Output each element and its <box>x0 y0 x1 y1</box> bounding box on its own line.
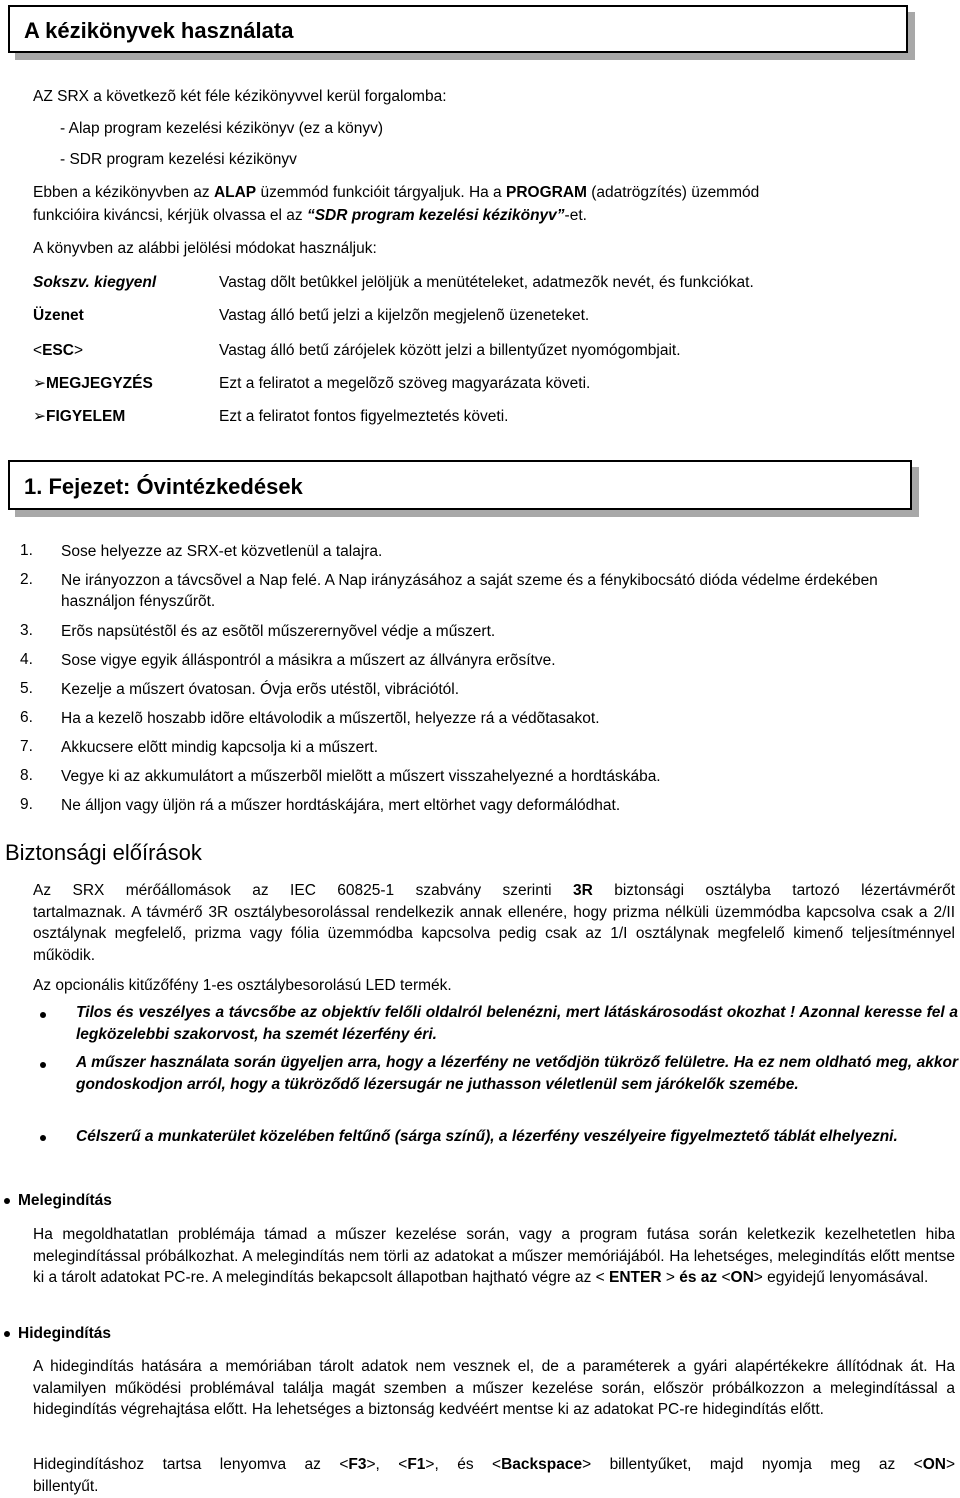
intro-paragraph-line: Ebben a kézikönyvben az ALAP üzemmód funkcióit tárgyaljuk. Ha a PROGRAM (adatrögzítés) üzemmód <box>33 184 760 201</box>
bullet-icon <box>40 1135 46 1141</box>
list-number: 7. <box>20 738 33 755</box>
safety-paragraph: Az SRX mérőállomások az IEC 60825-1 szabvány szerinti 3R biztonsági osztályba tartozó lézertávmérőt tartalmaznak. A távmérő 3R osztálybesorolással rendelkezik annak ellenére, hogy prizma nélküli üzemmódba kapcsolva csak a 2/II osztálynak megfelelő, prizma vagy fólia üzemmódba kapcsolva pedig csak az 1/I osztálynak megfelelő kimenő teljesítménnyel működik. <box>33 882 955 964</box>
list-item: Ne álljon vagy üljön rá a műszer hordtáskájára, mert eltörhet vagy deformálódhat. <box>61 797 621 814</box>
cold-restart-text: A hidegindítás hatására a memóriában tárolt adatok nem vesznek el, de a paraméterek a gyári alapértékekre állítódnak át. Ha valamilyen működési problémával találja magát szemben a műszer kezelése során, először próbálkozzon a melegindítással a hidegindítás végrehajtása előtt. Ha lehetséges a biztonság kedvéért mentse ki az adatokat PC-re hidegindítás előtt. <box>33 1358 955 1418</box>
safety-led-note: Az opcionális kitűzőfény 1-es osztálybesorolású LED termék. <box>33 977 452 994</box>
notation-term: ➢FIGYELEM <box>33 408 126 425</box>
list-number: 4. <box>20 651 33 668</box>
bullet-icon <box>4 1198 10 1204</box>
subsection-title-warm-restart: Melegindítás <box>18 1192 112 1209</box>
notation-intro: A könyvben az alábbi jelölési módokat használjuk: <box>33 240 377 257</box>
section-header-precautions <box>8 460 912 510</box>
intro-item: - Alap program kezelési kézikönyv (ez a könyv) <box>60 120 384 137</box>
list-number: 8. <box>20 767 33 784</box>
notation-desc: Vastag álló betű zárójelek között jelzi a billentyűzet nyomógombjait. <box>219 342 681 359</box>
notation-term: Üzenet <box>33 307 84 324</box>
notation-term: Sokszv. kiegyenl <box>33 274 157 291</box>
notation-term: <ESC> <box>33 342 83 359</box>
list-item: Vegye ki az akkumulátort a műszerbõl mielõtt a műszert visszahelyezné a hordtáskába. <box>61 768 661 785</box>
list-number: 3. <box>20 622 33 639</box>
notation-desc: Ezt a feliratot a megelõzõ szöveg magyarázata követi. <box>219 375 591 392</box>
section-title: 1. Fejezet: Óvintézkedések <box>24 474 303 499</box>
notation-desc: Vastag álló betű jelzi a kijelzõn megjelenõ üzeneteket. <box>219 307 590 324</box>
notation-desc: Vastag dõlt betûkkel jelöljük a menütételeket, adatmezõk nevét, és funkciókat. <box>219 274 754 291</box>
list-item: Ne irányozzon a távcsõvel a Nap felé. A Nap irányzásához a saját szeme és a fénykibocsátó dióda védelme érdekében használjon fényszűrõt. <box>61 572 878 610</box>
cold-restart-keys: Hidegindításhoz tartsa lenyomva az <F3>, <F1>, és <Backspace> billentyűket, majd nyomja meg az <ON> billentyűt. <box>33 1456 955 1495</box>
notation-term: ➢MEGJEGYZÉS <box>33 375 153 392</box>
list-item: Akkucsere elõtt mindig kapcsolja ki a műszert. <box>61 739 379 756</box>
arrowhead-icon: ➢ <box>33 375 46 392</box>
list-number: 6. <box>20 709 33 726</box>
bullet-icon <box>40 1062 46 1068</box>
bullet-icon <box>4 1331 10 1337</box>
list-number: 9. <box>20 796 33 813</box>
notation-desc: Ezt a feliratot fontos figyelmeztetés követi. <box>219 408 509 425</box>
section-title: A kézikönyvek használata <box>24 18 294 43</box>
list-item: Ha a kezelõ hoszabb idõre eltávolodik a műszertõl, helyezze rá a védõtasakot. <box>61 710 600 727</box>
warning-item: A műszer használata során ügyeljen arra, hogy a lézerfény ne vetődjön tükröző felületre. Ha ez nem oldható meg, akkor gondoskodjon arról, hogy a tükröződő lézersugár ne juthasson véletlenül sem járókelők szemébe. <box>76 1054 958 1093</box>
list-item: Erõs napsütéstõl és az esõtõl műszerernyõvel védje a műszert. <box>61 623 496 640</box>
warning-item: Célszerű a munkaterület közelében feltűnő (sárga színű), a lézerfény veszélyeire figyelmeztető táblát elhelyezni. <box>76 1128 898 1145</box>
intro-paragraph-line: funkcióira kiváncsi, kérjük olvassa el az “SDR program kezelési kézikönyv”-et. <box>33 207 587 224</box>
list-number: 1. <box>20 542 33 559</box>
warm-restart-text: Ha megoldhatatlan problémája támad a műszer kezelése során, vagy a program futása során keletkezik kezelhetetlen hiba melegindítással próbálkozhat. A melegindítás nem törli az adatokat a műszer memóriájából. Ha lehetséges, melegindítás előtt mentse ki a tárolt adatokat PC-re. A melegindítás bekapcsolt állapotban hajtható végre az < ENTER > és az <ON> egyidejű lenyomásával. <box>33 1226 955 1286</box>
list-item: Sose helyezze az SRX-et közvetlenül a talajra. <box>61 543 383 560</box>
list-item: Sose vigye egyik álláspontról a másikra a műszert az állványra erõsítve. <box>61 652 556 669</box>
arrowhead-icon: ➢ <box>33 408 46 425</box>
section-header-manuals <box>8 5 908 53</box>
intro-line: AZ SRX a következõ két féle kézikönyvvel kerül forgalomba: <box>33 88 447 105</box>
subsection-title-cold-restart: Hidegindítás <box>18 1325 112 1342</box>
list-number: 5. <box>20 680 33 697</box>
warning-item: Tilos és veszélyes a távcsőbe az objektív felőli oldalról belenézni, mert látáskárosodást okozhat ! Azonnal keresse fel a legközelebbi szakorvost, ha szemét lézerfény éri. <box>76 1004 958 1043</box>
intro-item: - SDR program kezelési kézikönyv <box>60 151 297 168</box>
safety-title: Biztonsági előírások <box>5 840 202 865</box>
list-number: 2. <box>20 571 33 588</box>
bullet-icon <box>40 1012 46 1018</box>
list-item: Kezelje a műszert óvatosan. Óvja erõs utéstõl, vibrációtól. <box>61 681 460 698</box>
